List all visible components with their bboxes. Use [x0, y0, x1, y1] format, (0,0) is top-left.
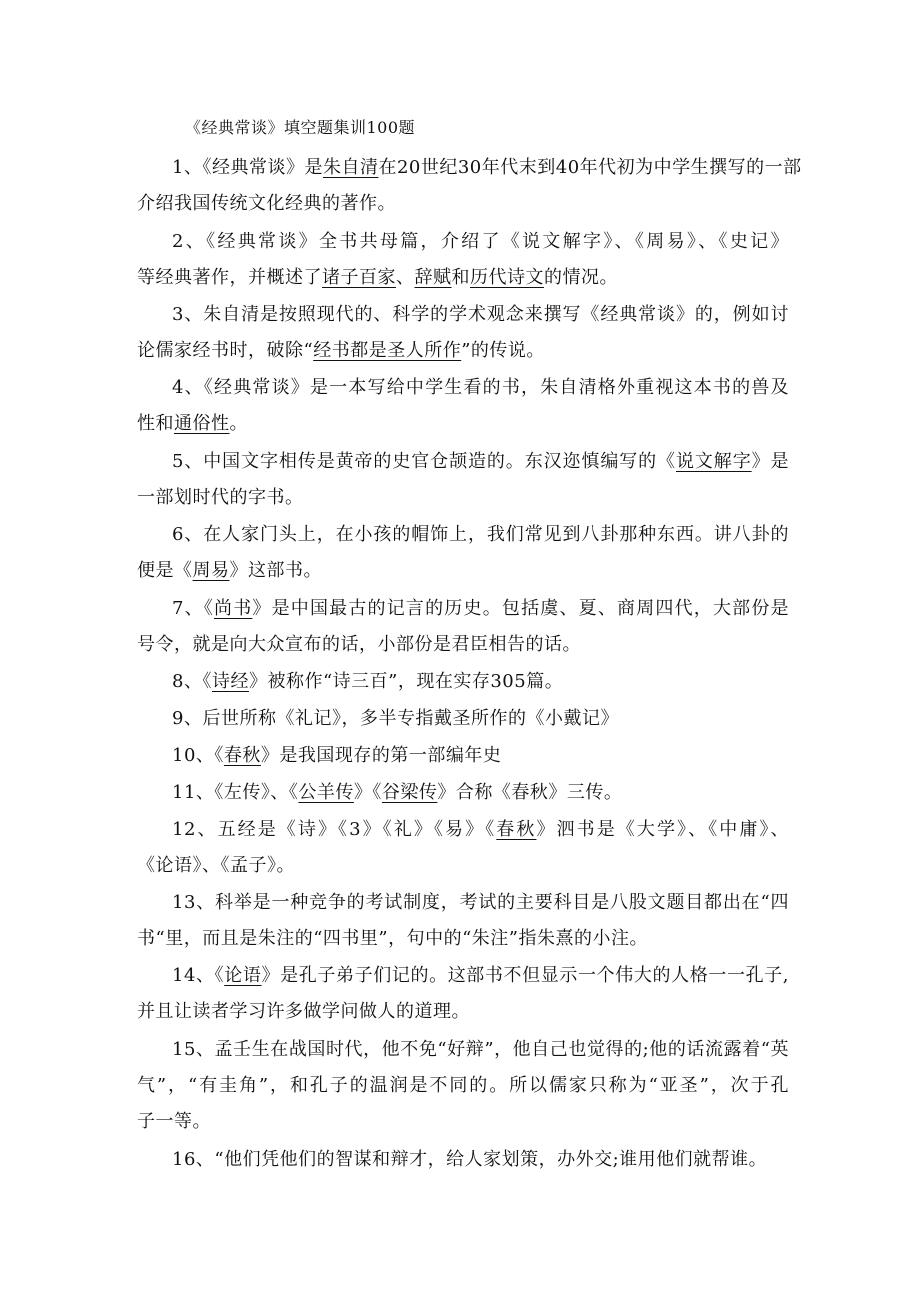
- question-line: [137, 627, 789, 663]
- question-item: [137, 1142, 789, 1178]
- answer-blank: 朱自清: [322, 157, 379, 178]
- question-text: 4、《经典常谈》是一本写给中学生看的书，朱自清格外重视这本书的兽及: [172, 377, 789, 398]
- question-text: 11、《左传》、《: [172, 782, 299, 803]
- question-line: [137, 958, 789, 994]
- question-text: 》合称《春秋》三传。: [437, 782, 623, 803]
- question-line: [137, 775, 789, 811]
- question-text: 的情况。: [544, 267, 618, 288]
- answer-blank: 说文解字: [675, 451, 752, 472]
- question-line: [137, 406, 789, 442]
- question-text: 号令，就是向大众宣布的话，小部份是君臣相告的话。: [137, 634, 581, 655]
- question-text: 6、在人家门头上，在小孩的帽饰上，我们常见到八卦那种东西。讲八卦的: [172, 524, 789, 545]
- question-text: 1、《经典常谈》是: [172, 157, 323, 178]
- answer-blank: 谷梁传: [381, 782, 438, 803]
- question-line: [137, 150, 802, 186]
- question-line: [137, 1142, 789, 1178]
- question-text: 8、《: [172, 671, 212, 692]
- question-line: [137, 297, 789, 333]
- question-line: [137, 591, 789, 627]
- question-text: 14、《: [172, 965, 225, 986]
- question-item: [137, 517, 789, 589]
- question-text: 《论语》、《孟子》。: [137, 855, 295, 876]
- answer-blank: 诸子百家: [322, 267, 396, 288]
- question-text: 》是: [751, 451, 790, 472]
- question-text: 5、中国文字相传是黄帝的史官仓颉造的。东汉迩慎编写的《: [172, 451, 676, 472]
- question-line: [137, 517, 789, 553]
- question-line: [137, 224, 789, 260]
- question-text: 论儒家经书时，破除“: [137, 340, 314, 361]
- question-item: [137, 812, 789, 884]
- question-line: [137, 701, 789, 737]
- question-text: 7、《: [172, 598, 215, 619]
- question-item: [137, 150, 802, 222]
- question-line: [137, 370, 789, 406]
- document-title: 《经典常谈》填空题集训100题: [185, 118, 416, 137]
- question-item: [137, 1032, 789, 1140]
- question-text: 13、科举是一种竞争的考试制度，考试的主要科目是八股文题目都出在“四: [172, 892, 789, 913]
- question-text: 便是《: [137, 560, 193, 581]
- question-line: [137, 444, 789, 480]
- answer-blank: 辞赋: [414, 267, 452, 288]
- question-text: 》是孔子弟子们记的。这部书不但显示一个伟大的人格一一孔子,: [261, 965, 790, 986]
- question-item: [137, 664, 789, 700]
- question-text: 2、《经典常谈》全书共母篇，介绍了《说文解字》、《周易》、《史记》: [172, 231, 789, 252]
- question-text: 等经典著作，并概述了: [137, 267, 322, 288]
- question-text: 。: [229, 413, 248, 434]
- question-text: 并且让读者学习许多做学问做人的道理。: [137, 1001, 470, 1022]
- question-line: [137, 1104, 789, 1140]
- question-item: [137, 444, 789, 516]
- question-text: 》《: [353, 782, 382, 803]
- question-line: [137, 921, 789, 957]
- answer-blank: 周易: [192, 560, 230, 581]
- answer-blank: 春秋: [223, 745, 261, 766]
- question-text: 》是我国现存的第一部编年史: [260, 745, 502, 766]
- question-text: 15、孟壬生在战国时代，他不免“好辩”，他自己也觉得的;他的话流露着“英: [172, 1039, 789, 1060]
- question-text: 》这部书。: [229, 560, 322, 581]
- question-item: [137, 370, 789, 442]
- question-line: [137, 480, 789, 516]
- question-line: [137, 1032, 789, 1068]
- question-text: 9、后世所称《礼记》，多半专指戴圣所作的《小戴记》: [172, 708, 619, 729]
- question-text: 性和: [137, 413, 174, 434]
- question-item: [137, 885, 789, 957]
- question-line: [137, 812, 789, 848]
- question-text: ”的传说。: [461, 340, 545, 361]
- question-text: 介绍我国传统文化经典的著作。: [137, 193, 396, 214]
- question-text: 12、五经是《诗》《3》《礼》《易》《: [172, 819, 497, 840]
- question-text: 10、《: [172, 745, 224, 766]
- question-text: 气”，“有圭角”，和孔子的温润是不同的。所以儒家只称为“亚圣”，次于孔: [137, 1075, 789, 1096]
- answer-blank: 通俗性: [174, 413, 230, 434]
- answer-blank: 经书都是圣人所作: [313, 340, 462, 361]
- question-text: 书“里，而且是朱注的“四书里”，句中的“朱注”指朱熹的小注。: [137, 928, 649, 949]
- question-text: 、: [396, 267, 415, 288]
- answer-blank: 诗经: [211, 671, 249, 692]
- question-text: 》是中国最古的记言的历史。包括虞、夏、商周四代，大部份是: [252, 598, 790, 619]
- question-text: 子一等。: [137, 1111, 211, 1132]
- question-line: [137, 553, 789, 589]
- answer-blank: 春秋: [496, 819, 537, 840]
- question-item: [137, 297, 789, 369]
- question-item: [137, 775, 789, 811]
- answer-blank: 历代诗文: [470, 267, 544, 288]
- answer-blank: 公羊传: [298, 782, 354, 803]
- question-line: [137, 848, 789, 884]
- answer-blank: 论语: [224, 965, 262, 986]
- question-item: [137, 958, 789, 1030]
- question-line: [137, 885, 789, 921]
- question-line: [137, 994, 789, 1030]
- question-item: [137, 224, 789, 296]
- question-item: [137, 738, 789, 774]
- question-line: [137, 260, 789, 296]
- question-text: 》泗书是《大学》、《中庸》、: [536, 819, 790, 840]
- question-item: [137, 591, 789, 663]
- question-line: [137, 1068, 789, 1104]
- question-text: 和: [451, 267, 470, 288]
- question-line: [137, 738, 789, 774]
- question-item: [137, 701, 789, 737]
- question-text: 在20世纪30年代末到40年代初为中学生撰写的一部: [378, 157, 802, 178]
- answer-blank: 尚书: [214, 598, 253, 619]
- question-text: 3、朱自清是按照现代的、科学的学术观念来撰写《经典常谈》的，例如讨: [172, 304, 789, 325]
- question-text: 一部划时代的字书。: [137, 487, 304, 508]
- question-line: [137, 186, 789, 222]
- question-text: 16、“他们凭他们的智谋和辩才，给人家划策，办外交;谁用他们就帮谁。: [172, 1149, 768, 1170]
- question-line: [137, 664, 789, 700]
- question-text: 》被称作“诗三百”，现在实存305篇。: [248, 671, 564, 692]
- question-line: [137, 333, 789, 369]
